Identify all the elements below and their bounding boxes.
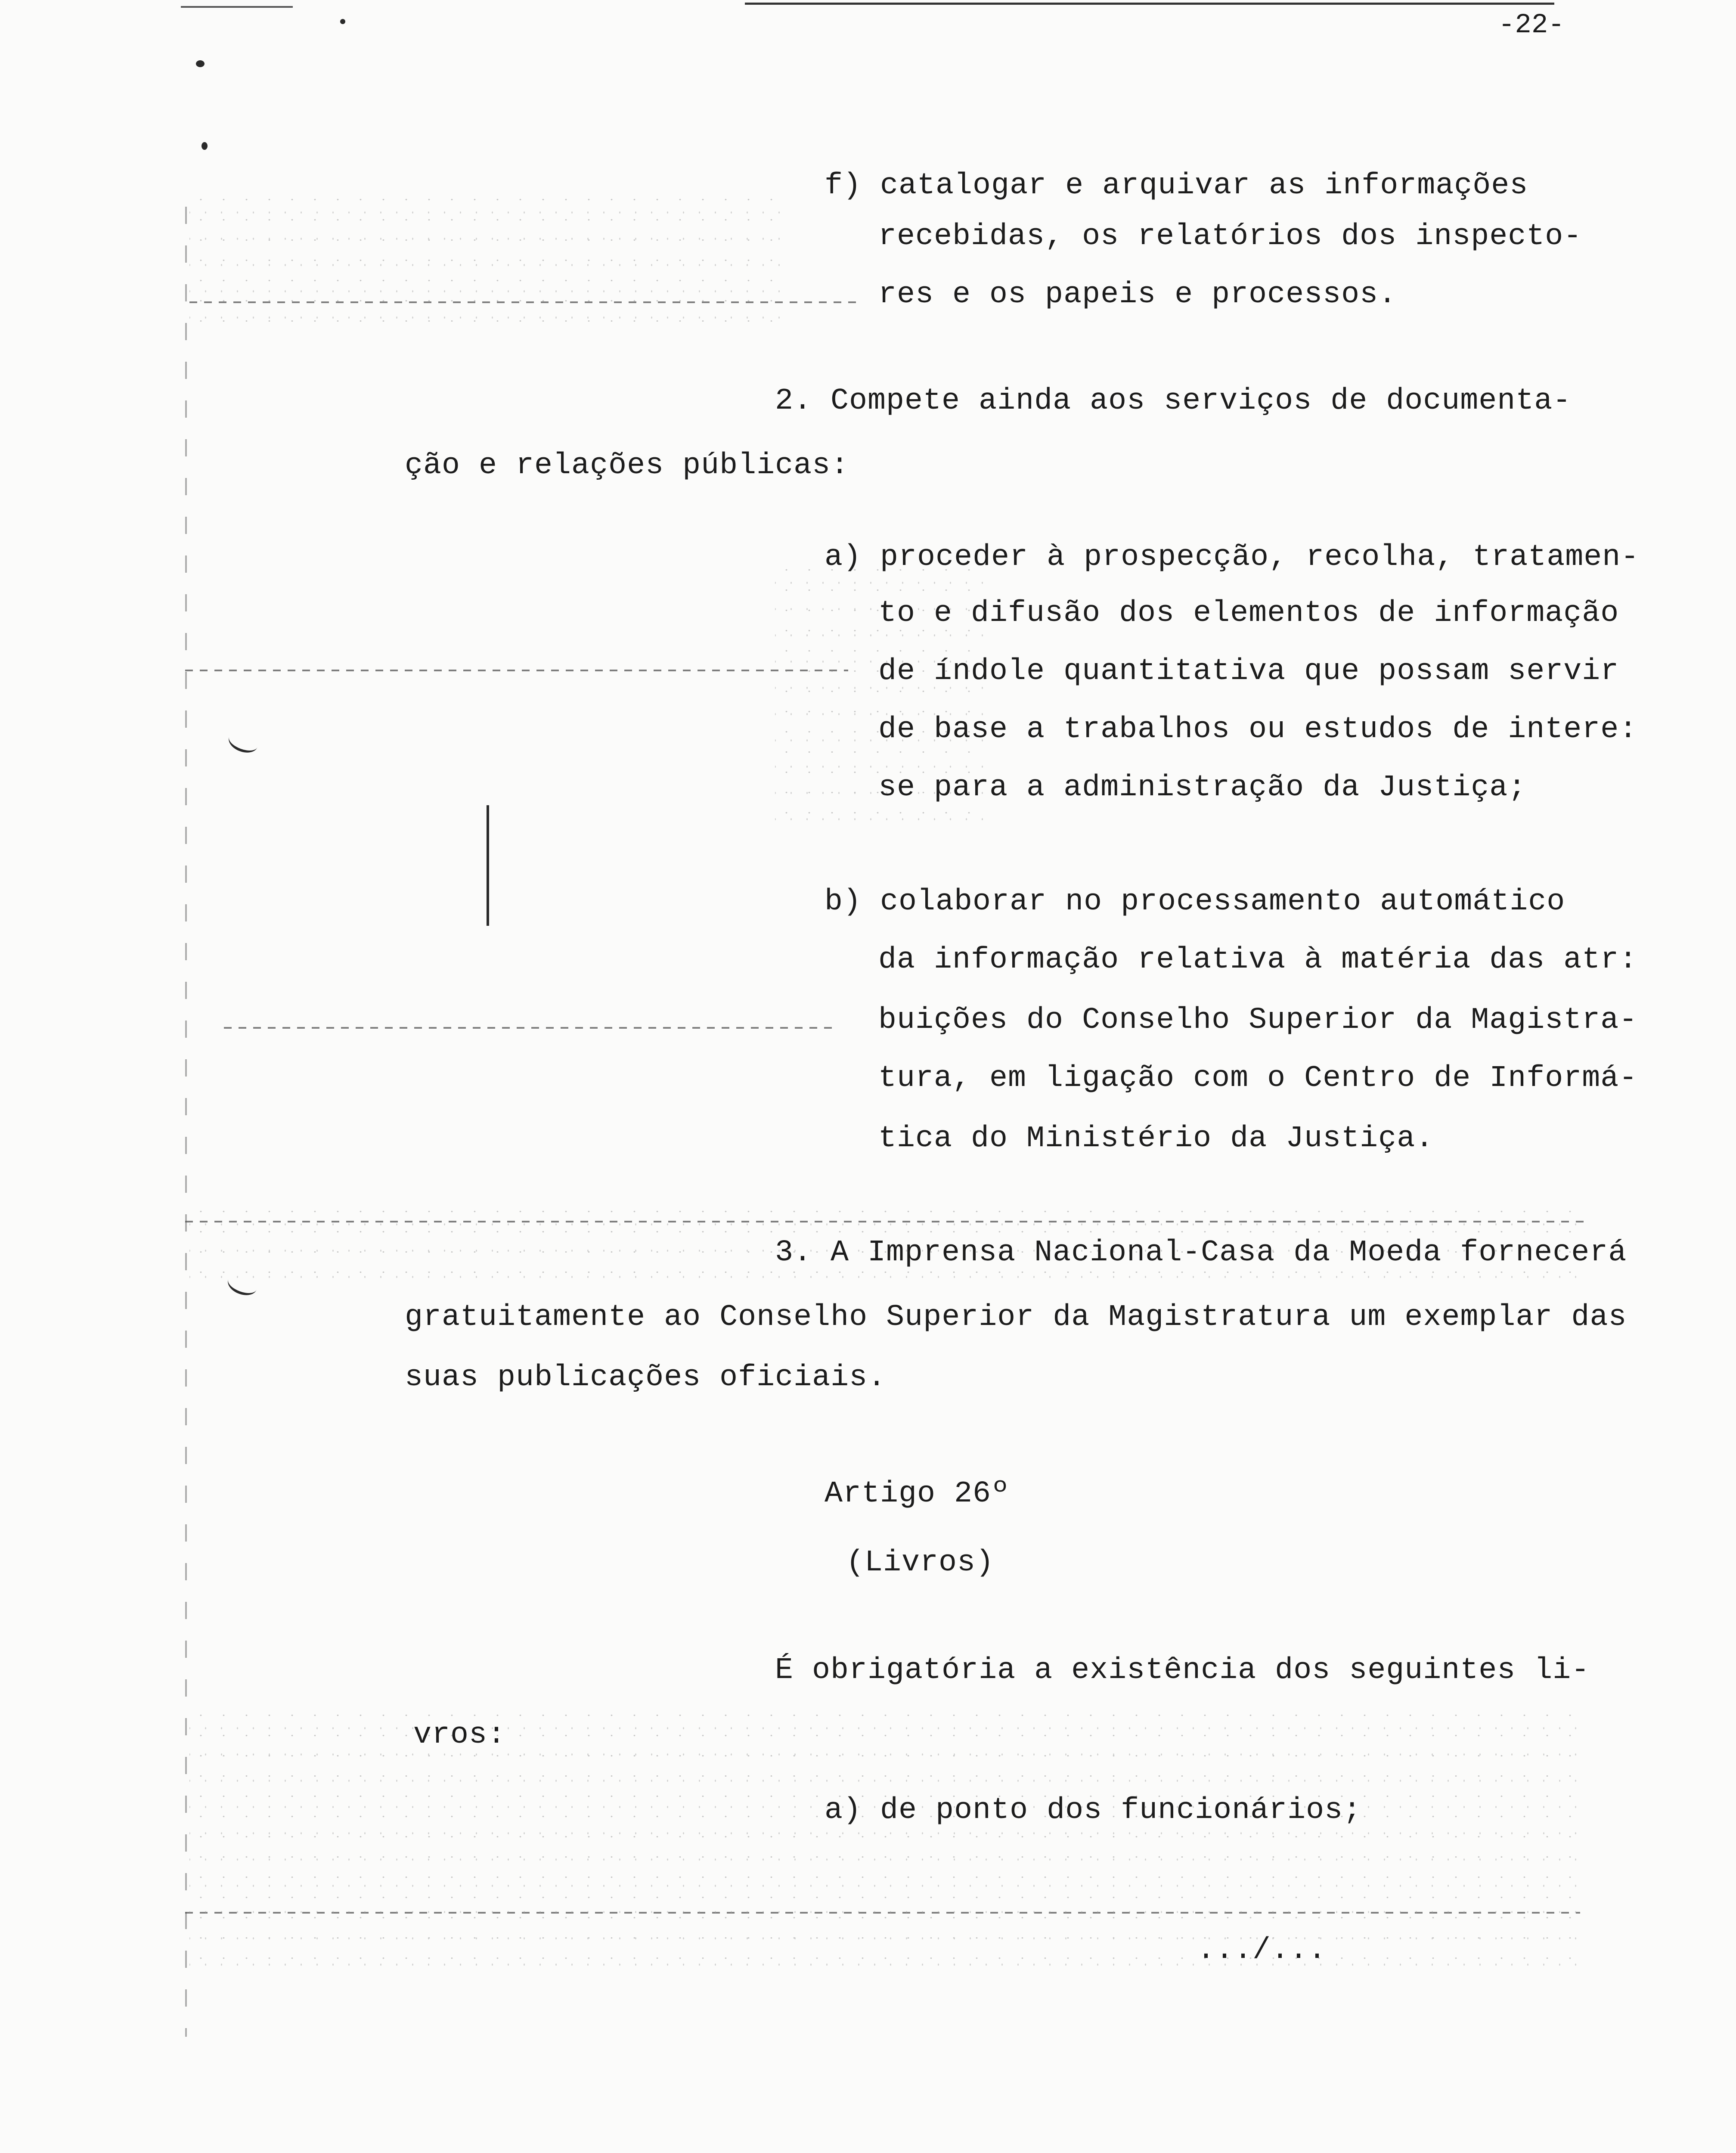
para-3-line-3: suas publicações oficiais. <box>405 1361 887 1395</box>
item-a-line-2: to e difusão dos elementos de informação <box>878 596 1619 630</box>
dot-artifact-3 <box>340 19 345 24</box>
page-number: -22- <box>1498 10 1565 41</box>
para-3-line-2: gratuitamente ao Conselho Superior da Magistratura um exemplar das <box>405 1300 1627 1334</box>
para-2-line-1: 2. Compete ainda aos serviços de documenta- <box>775 384 1572 418</box>
dash-artifact-2 <box>185 670 848 671</box>
item-b-line-4: tura, em ligação com o Centro de Informá- <box>878 1061 1638 1095</box>
article-title: (Livros) <box>846 1546 995 1580</box>
margin-bar <box>487 805 489 926</box>
item-b-line-5: tica do Ministério da Justiça. <box>878 1122 1434 1156</box>
item-f-line-2: recebidas, os relatórios dos inspecto- <box>878 220 1582 254</box>
speckle-artifact-1 <box>189 189 792 336</box>
item-b-line-3: buições do Conselho Superior da Magistra- <box>878 1003 1638 1037</box>
item-a-line-3: de índole quantitativa que possam servir <box>878 655 1619 689</box>
item-f-line-3: res e os papeis e processos. <box>878 278 1397 312</box>
para-3-line-1: 3. A Imprensa Nacional-Casa da Moeda fornecerá <box>775 1236 1627 1270</box>
speckle-artifact-3 <box>189 1705 1584 1972</box>
top-rule-fragment <box>181 6 293 8</box>
article-line-1: É obrigatória a existência dos seguintes li- <box>775 1654 1590 1688</box>
article-line-2: vros: <box>413 1718 506 1752</box>
dot-artifact-2 <box>196 60 205 67</box>
top-rule <box>745 3 1554 5</box>
article-number: Artigo 26º <box>825 1477 1010 1511</box>
item-a-line-4: de base a trabalhos ou estudos de intere: <box>878 713 1638 747</box>
article-item-a: a) de ponto dos funcionários; <box>825 1793 1362 1827</box>
continuation-marker: .../... <box>1197 1933 1327 1967</box>
dot-artifact-1 <box>202 142 208 150</box>
item-a-line-5: se para a administração da Justiça; <box>878 771 1527 805</box>
smudge-artifact-1 <box>226 727 261 756</box>
item-f-line-1: f) catalogar e arquivar as informações <box>825 169 1528 203</box>
left-margin-artifact <box>185 207 187 2037</box>
para-2-line-2: ção e relações públicas: <box>405 449 849 483</box>
item-b-line-2: da informação relativa à matéria das atr: <box>878 943 1638 977</box>
dash-artifact-3 <box>224 1027 835 1029</box>
item-a-line-1: a) proceder à prospecção, recolha, tratamen- <box>825 540 1640 574</box>
item-b-line-1: b) colaborar no processamento automático <box>825 885 1566 919</box>
